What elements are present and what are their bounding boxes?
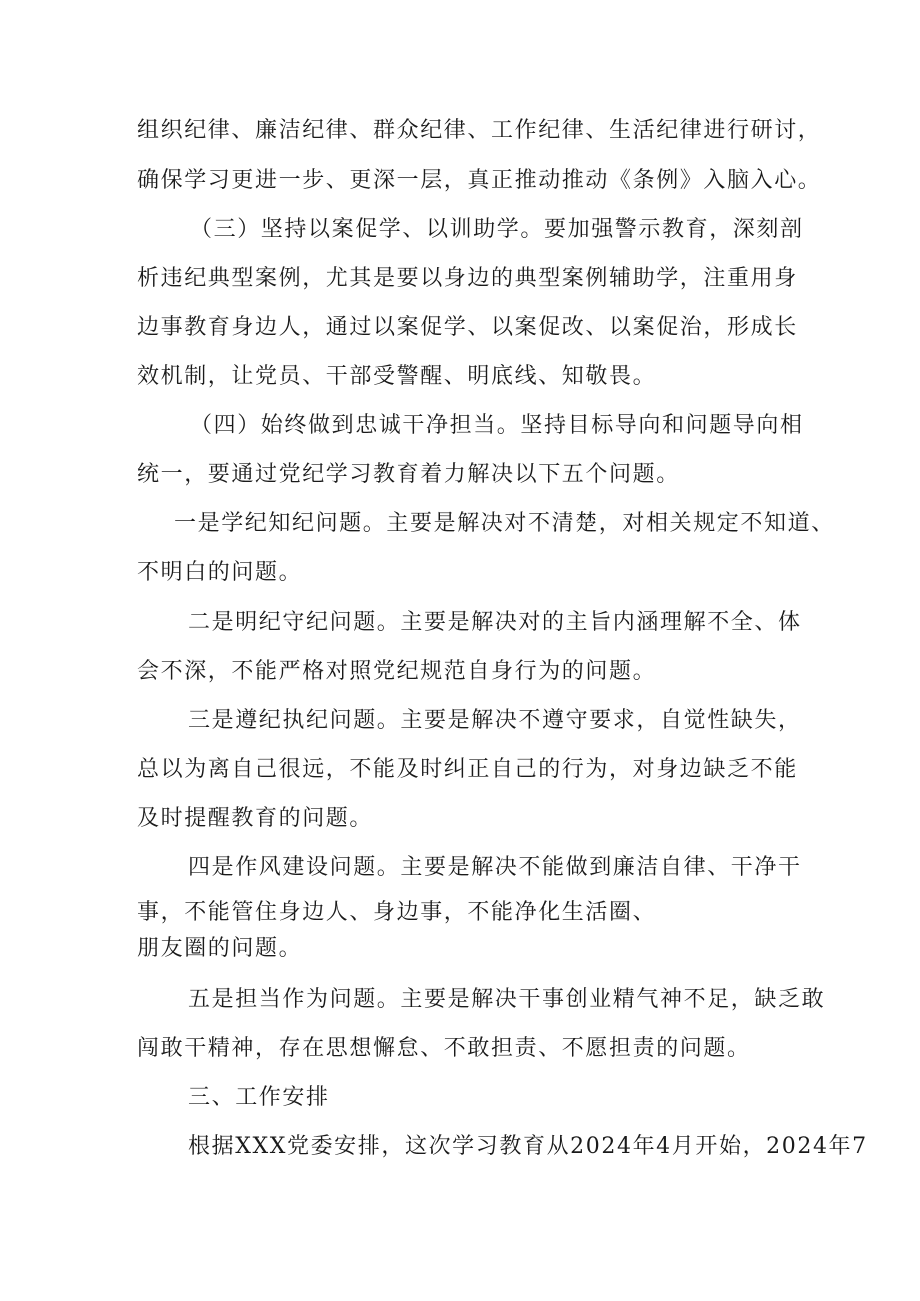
text-line-18: 朋友圈的问题。 [137, 936, 303, 961]
text-line-7: （四）始终做到忠诚干净担当。坚持目标导向和问题导向相 [190, 413, 804, 438]
text-line-12: 会不深，不能严格对照党纪规范自身行为的问题。 [137, 659, 657, 684]
text-line-5: 边事教育身边人，通过以案促学、以案促改、以案促治，形成长 [137, 315, 798, 340]
text-line-14: 总以为离自己很远，不能及时纠正自己的行为，对身边缺乏不能 [137, 757, 798, 782]
text-line-2: 确保学习更进一步、更深一层，真正推动推动《条例》入脑入心。 [137, 168, 822, 193]
text-line-1: 组织纪律、廉洁纪律、群众纪律、工作纪律、生活纪律进行研讨， [137, 118, 822, 143]
text-line-20: 闯敢干精神，存在思想懈怠、不敢担责、不愿担责的问题。 [137, 1036, 751, 1061]
text-line-13: 三是遵纪执纪问题。主要是解决不遵守要求，自觉性缺失， [188, 708, 802, 733]
text-line-15: 及时提醒教育的问题。 [137, 806, 374, 831]
text-line-16: 四是作风建设问题。主要是解决不能做到廉洁自律、干净干 [188, 855, 802, 880]
text-line-11: 二是明纪守纪问题。主要是解决对的主旨内涵理解不全、体 [188, 610, 802, 635]
text-line-8: 统一，要通过党纪学习教育着力解决以下五个问题。 [137, 462, 680, 487]
text-line-19: 五是担当作为问题。主要是解决干事创业精气神不足，缺乏敢 [188, 987, 826, 1012]
text-line-4: 析违纪典型案例，尤其是要以身边的典型案例辅助学，注重用身 [137, 266, 798, 291]
text-line-9: 一是学纪知纪问题。主要是解决对不清楚，对相关规定不知道、 [174, 511, 835, 536]
text-line-6: 效机制，让党员、干部受警醒、明底线、知敬畏。 [137, 364, 657, 389]
text-line-3: （三）坚持以案促学、以训助学。要加强警示教育，深刻剖 [190, 217, 804, 242]
text-line-22: 根据XXX党委安排，这次学习教育从2024年4月开始，2024年7 [188, 1134, 868, 1159]
text-line-17: 事，不能管住身边人、身边事，不能净化生活圈、 [137, 900, 657, 925]
text-line-10: 不明白的问题。 [137, 560, 303, 585]
section-heading-work-arrangement: 三、工作安排 [188, 1085, 330, 1110]
